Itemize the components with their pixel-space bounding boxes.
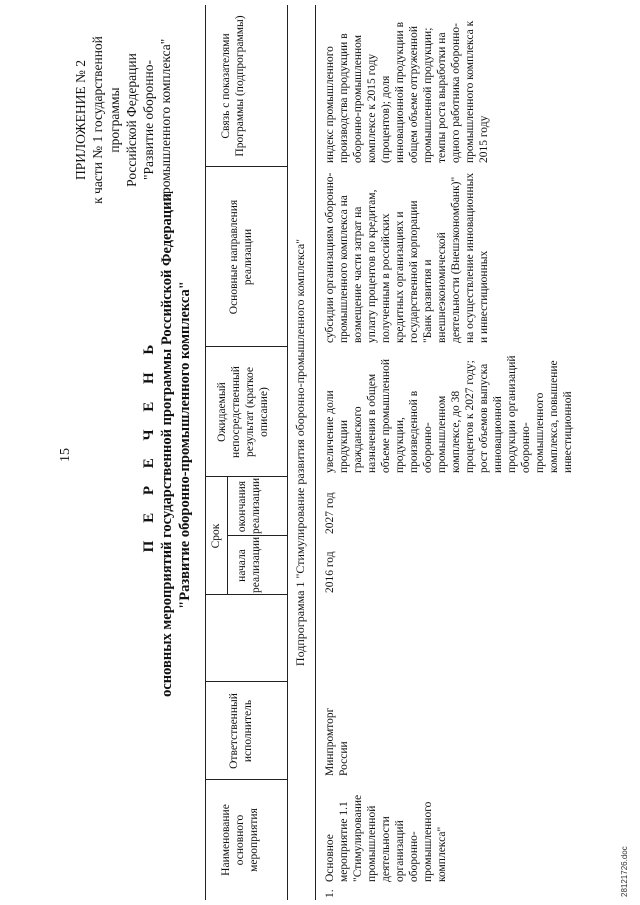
header-bottom-rule bbox=[287, 5, 288, 900]
subprogram-title: Подпрограмма 1 "Стимулирование развития оборонно-промышленного комплекса" bbox=[293, 238, 307, 667]
header-end: окончания реализации bbox=[236, 477, 262, 534]
document-title bbox=[140, 185, 194, 705]
col-rule-1 bbox=[205, 779, 287, 780]
document-reference: 28121726.doc bbox=[620, 846, 629, 897]
header-result: Ожидаемый непосредственный результат (краткое описание) bbox=[216, 366, 270, 458]
row-name: Основное мероприятие 1.1 "Стимулирование промышленной деятельности организаций оборонно-промышленного комплекса" bbox=[324, 794, 448, 882]
col-rule-7 bbox=[205, 166, 287, 167]
row-number: 1. bbox=[324, 889, 336, 898]
row-result: увеличение доли продукции гражданского назначения в общем объеме промышленной продукции, произведенной в оборонно-промышленном комплексе, до 38 процентов к 2027 году; рост объемов выпуска инновационной продукции организаций оборонно-промышленного комплекса, повышение инвестиционной bbox=[324, 355, 574, 473]
subprogram-bottom-rule bbox=[315, 5, 316, 900]
row-executor: Минпромторг России bbox=[324, 707, 350, 776]
header-name: Наименование основного мероприятия bbox=[220, 804, 260, 876]
col-rule-6 bbox=[205, 346, 287, 347]
col-rule-2 bbox=[205, 681, 287, 682]
header-term: Срок bbox=[210, 523, 222, 549]
term-split-rule bbox=[227, 477, 228, 595]
col-rule-4 bbox=[227, 535, 287, 536]
header-link: Связь с показателями Программы (подпрограммы) bbox=[220, 15, 246, 157]
title-word: П Е Р Е Ч Е Н Ь bbox=[141, 337, 157, 553]
header-executor: Ответственный исполнитель bbox=[228, 693, 254, 769]
header-start: начала реализации bbox=[236, 536, 262, 593]
appendix-line-4: "Развитие оборонно-промышленного комплекса" bbox=[141, 38, 173, 202]
appendix-line-2: к части № 1 государственной программы bbox=[90, 36, 122, 204]
row-link: индекс промышленного производства продукции в оборонно-промышленном комплексе к 2015 году (процентов); доля инновационной продукции в общем объеме отгруженной промышленной продукции; темпы роста выработки на одного работника оборонно-промышленного комплекса к 2015 году bbox=[324, 20, 490, 163]
table-top-rule bbox=[205, 5, 206, 900]
row-directions: субсидии организациям оборонно-промышленного комплекса на возмещение части затрат на уплату процентов по кредитам, полученным в российских кредитных организациях и государственной корпорации "Банк развития и внешнеэкономической деятельности (Внешэкономбанк)" на осуществление инновационных и инвестиционных bbox=[324, 172, 490, 343]
page-number: 15 bbox=[58, 448, 73, 462]
appendix-line-3: Российской Федерации bbox=[124, 53, 139, 187]
title-line-3: "Развитие оборонно-промышленного комплекса" bbox=[177, 281, 193, 609]
appendix-line-1: ПРИЛОЖЕНИЕ № 2 bbox=[73, 59, 88, 181]
header-directions: Основные направления реализации bbox=[228, 199, 254, 315]
row-start: 2016 год bbox=[324, 551, 336, 593]
title-line-2: основных мероприятий государственной программы Российской Федерации bbox=[159, 193, 175, 697]
row-end: 2027 год bbox=[324, 492, 336, 534]
measures-table bbox=[205, 5, 635, 900]
